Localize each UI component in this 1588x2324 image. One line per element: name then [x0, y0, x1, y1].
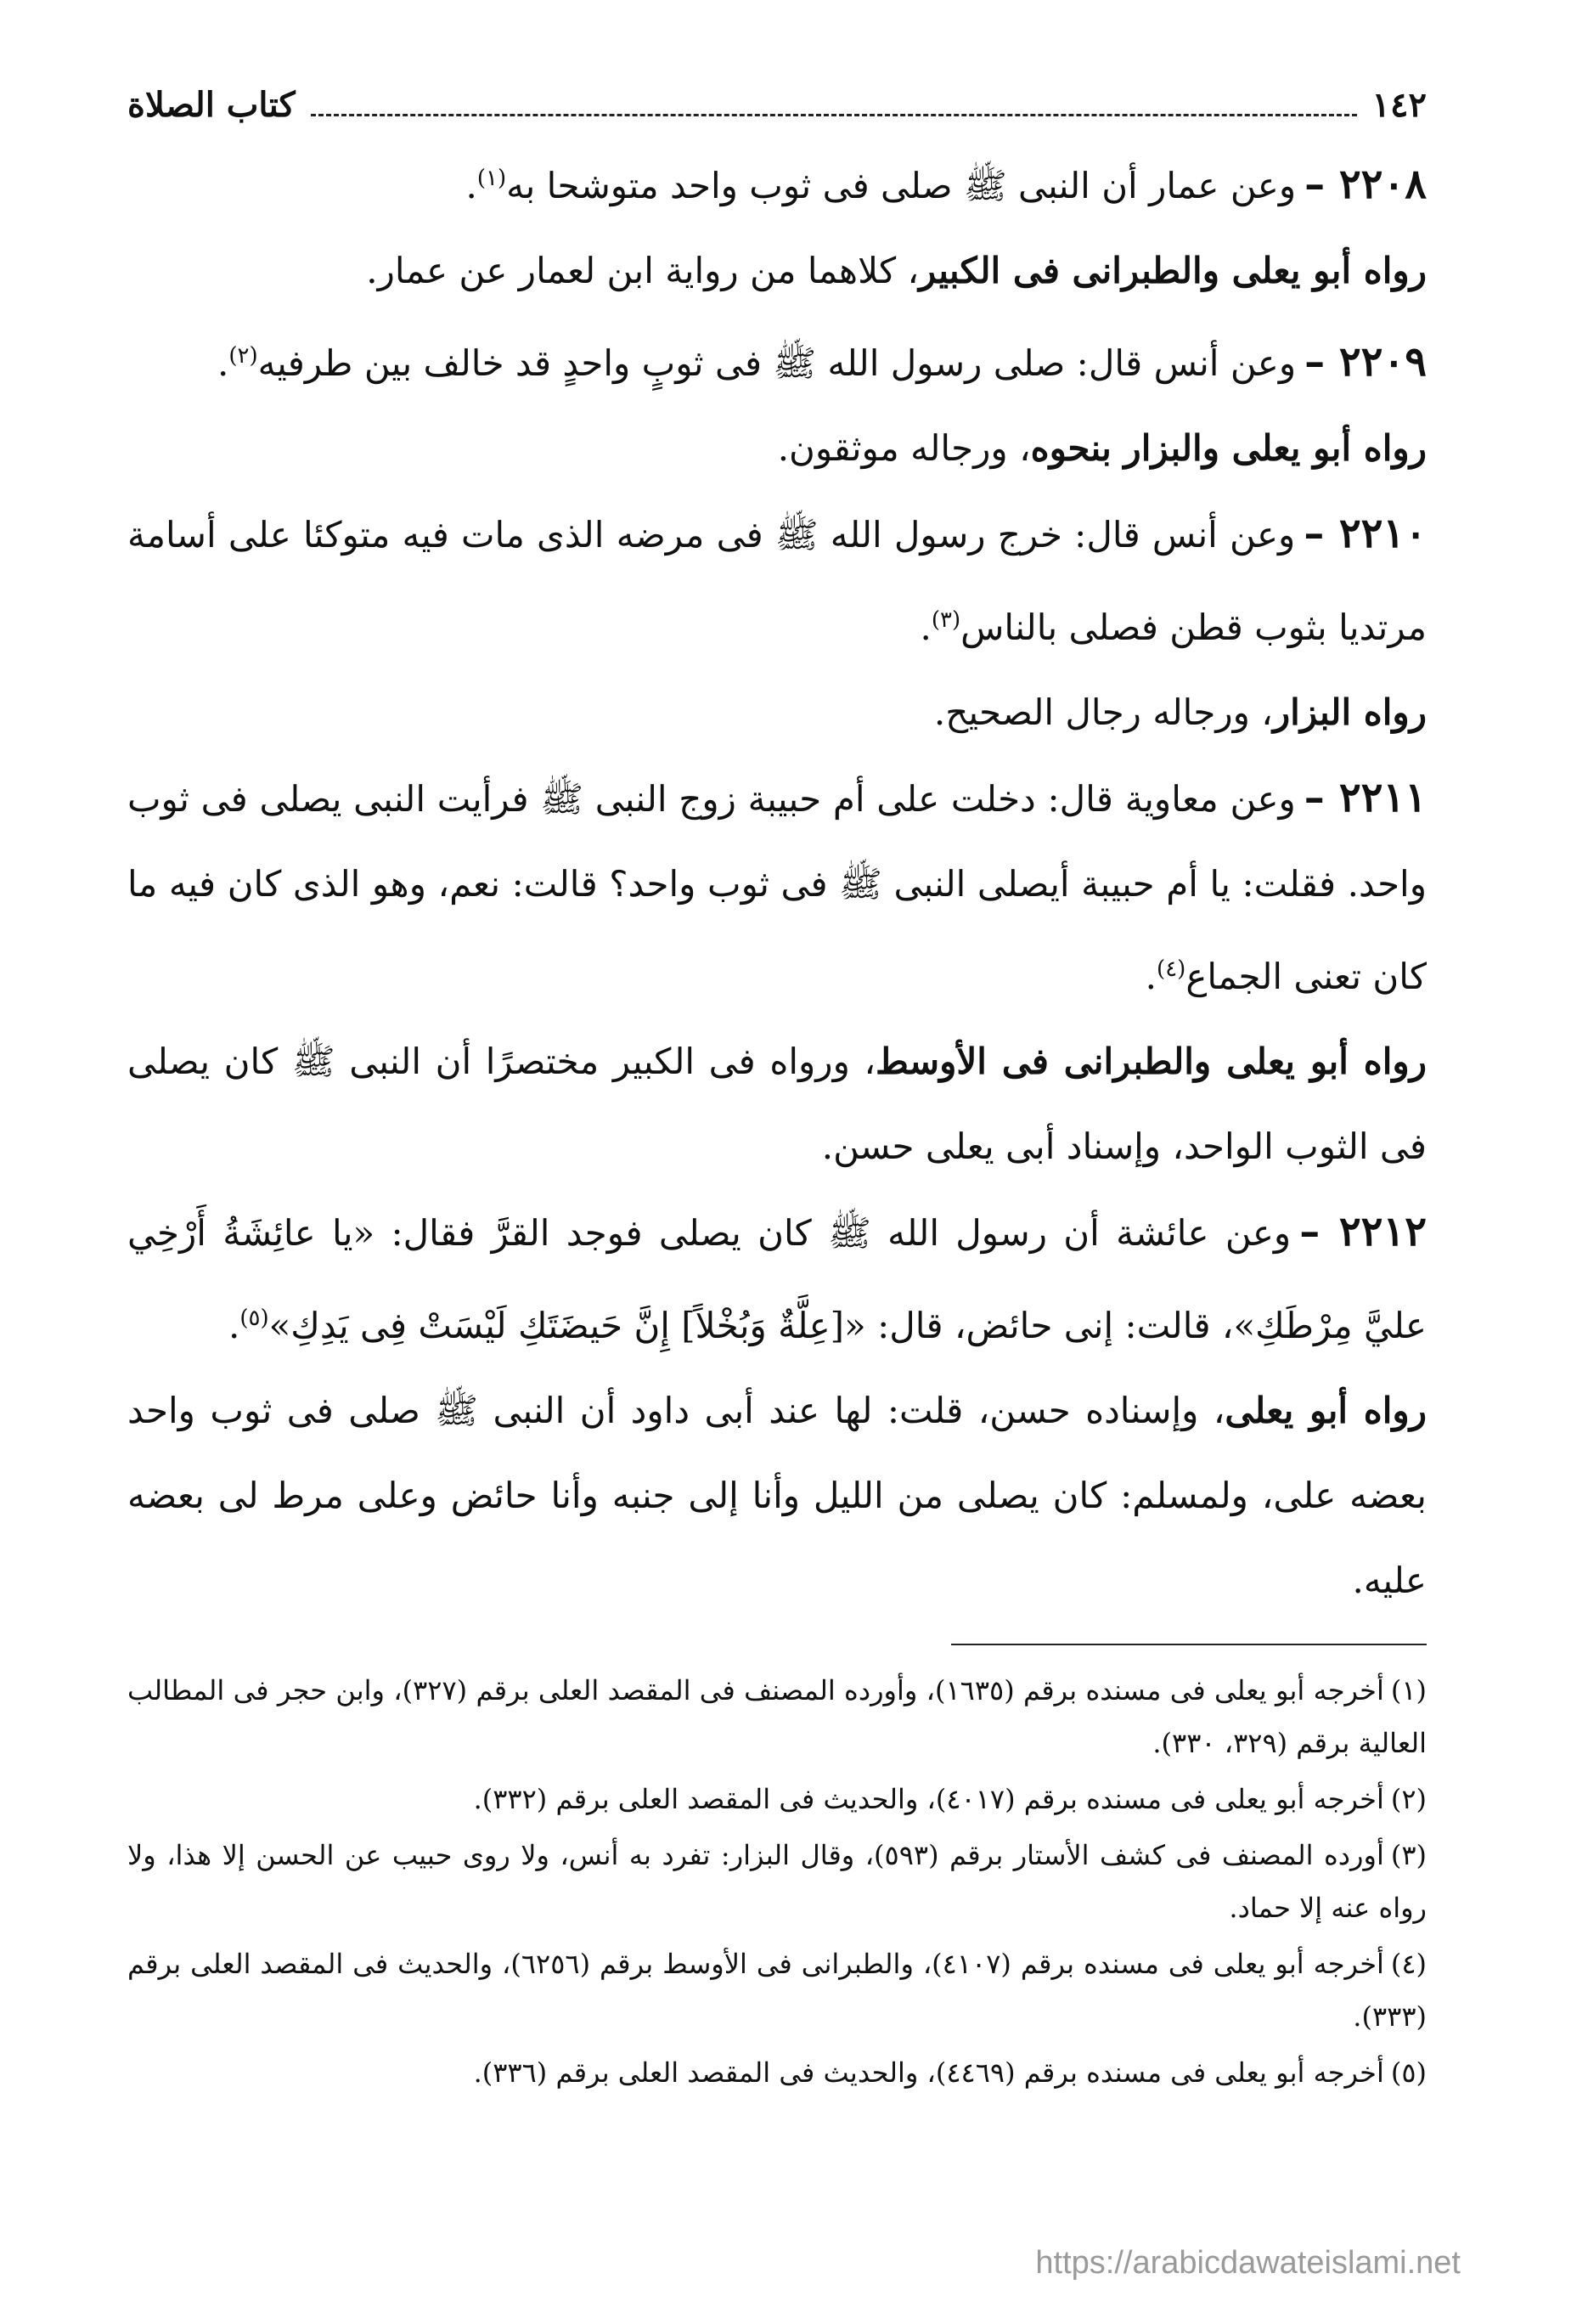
main-text: [127, 136, 1427, 1623]
footnote-text: أخرجه أبو يعلى فى مسنده برقم (١٦٣٥)، وأورده المصنف فى المقصد العلى برقم (٣٢٧)، وابن حجر فى المطالب العالية برقم (٣٢٩، ٣٣٠).: [127, 1674, 1427, 1759]
hadith-text: وعن عمار أن النبى ﷺ صلى فى ثوب واحد متوشحا به: [506, 165, 1297, 206]
footnote-text: أخرجه أبو يعلى فى مسنده برقم (٤٤٦٩)، والحديث فى المقصد العلى برقم (٣٣٦).: [473, 2056, 1384, 2089]
source-2212: [127, 1368, 1427, 1623]
hadith-text: وعن أنس قال: صلى رسول الله ﷺ فى ثوبٍ واحدٍ قد خالف بين طرفيه: [257, 342, 1297, 384]
page-number: ١٤٢: [1371, 85, 1427, 125]
hadith-number: ٢٢١١ –: [1304, 774, 1427, 821]
hadith-2210: ٢٢١٠ –وعن أنس قال: خرج رسول الله ﷺ فى مرضه الذى مات فيه متوكئا على أسامة مرتديا بثوب قطن فصلى بالناس$^{(٣)}$.: [127, 510, 1427, 648]
hadith-2211: ٢٢١١ –وعن معاوية قال: دخلت على أم حبيبة زوج النبى ﷺ فرأيت النبى يصلى فى ثوب واحد. فقلت: يا أم حبيبة أيصلى النبى ﷺ فى ثوب واحد؟ قالت: نعم، وهو الذى كان فيه ما كان تعنى الجماع$^{(٤)}$.: [127, 774, 1427, 997]
source-note: ، كلاهما من رواية ابن لعمار عن عمار.: [366, 250, 920, 291]
source-narrators: رواه أبو يعلى: [1225, 1390, 1427, 1431]
source-narrators: رواه أبو يعلى والبزار بنحوه: [1030, 427, 1427, 469]
footnote-4: [127, 1938, 1427, 2043]
hadith-number: ٢٢١٢ –: [1299, 1208, 1427, 1255]
hadith-number: ٢٢٠٩ –: [1304, 338, 1427, 386]
footnote-mark: (٣): [1390, 1839, 1428, 1871]
hadith-text: وعن أنس قال: خرج رسول الله ﷺ فى مرضه الذى مات فيه متوكئا على أسامة مرتديا بثوب قطن فصلى بالناس: [127, 514, 1427, 648]
source-narrators: رواه البزار: [1272, 691, 1427, 733]
footnote-3: [127, 1829, 1427, 1934]
hadith-text: وعن معاوية قال: دخلت على أم حبيبة زوج النبى ﷺ فرأيت النبى يصلى فى ثوب واحد. فقلت: يا أم حبيبة أيصلى النبى ﷺ فى ثوب واحد؟ قالت: نعم، وهو الذى كان فيه ما كان تعنى الجماع: [127, 778, 1427, 997]
source-narrators: رواه أبو يعلى والطبرانى فى الكبير: [919, 250, 1427, 291]
footnote-ref: (٢): [228, 343, 258, 369]
source-note: ، وإسناده حسن، قلت: لها عند أبى داود أن النبى ﷺ صلى فى ثوب واحد بعضه على، ولمسلم: كان يصلى من الليل وأنا إلى جنبه وأنا حائض وعلى مرط لى بعضه عليه.: [127, 1390, 1427, 1601]
source-note: ، ورجاله موثقون.: [777, 427, 1031, 469]
footnote-divider: [951, 1644, 1427, 1645]
footnote-mark: (١): [1390, 1674, 1428, 1706]
source-2211: [127, 1019, 1427, 1189]
footnote-text: أورده المصنف فى كشف الأستار برقم (٥٩٣)، وقال البزار: تفرد به أنس، ولا روى حبيب عن الحسن إلا هذا، ولا رواه عنه إلا حماد.: [127, 1839, 1427, 1924]
watermark-url: https://arabicdawateislami.net: [1035, 2245, 1461, 2281]
hadith-number: ٢٢١٠ –: [1304, 510, 1427, 557]
source-narrators: رواه أبو يعلى والطبرانى فى الأوسط: [876, 1041, 1427, 1082]
source-2209: [127, 406, 1427, 491]
hadith-2212: ٢٢١٢ –وعن عائشة أن رسول الله ﷺ كان يصلى فوجد القرَّ فقال: «يا عائِشَةُ أَرْخِي عليَّ مِرْطَكِ»، قالت: إنى حائض، قال: «[عِلَّةٌ وَبُخْلاً] إِنَّ حَيضَتَكِ لَيْسَتْ فِى يَدِكِ»$^{(٥)}$.: [127, 1208, 1427, 1346]
footnote-5: [127, 2046, 1427, 2099]
footnote-ref: (١): [476, 166, 507, 191]
page: [127, 85, 1427, 2259]
footnote-2: [127, 1773, 1427, 1825]
footnote-1: [127, 1664, 1427, 1769]
source-2208: [127, 228, 1427, 313]
hadith-number: ٢٢٠٨ –: [1304, 161, 1427, 208]
footnotes: [127, 1664, 1427, 2099]
running-head: [127, 85, 1427, 136]
source-2210: [127, 670, 1427, 755]
source-note: ، ورجاله رجال الصحيح.: [933, 691, 1273, 733]
footnote-mark: (٥): [1390, 2056, 1427, 2089]
footnote-mark: (٢): [1390, 1783, 1427, 1815]
footnote-text: أخرجه أبو يعلى فى مسنده برقم (٤١٠٧)، والطبرانى فى الأوسط برقم (٦٢٥٦)، والحديث فى المقصد العلى برقم (٣٣٣).: [127, 1948, 1427, 2033]
footnote-ref: (٤): [1157, 956, 1186, 982]
hadith-2209: ٢٢٠٩ –وعن أنس قال: صلى رسول الله ﷺ فى ثوبٍ واحدٍ قد خالف بين طرفيه$^{(٢)}$.: [217, 338, 1427, 386]
footnote-mark: (٤): [1390, 1948, 1428, 1980]
hadith-text: وعن عائشة أن رسول الله ﷺ كان يصلى فوجد القرَّ فقال: «يا عائِشَةُ أَرْخِي عليَّ مِرْطَكِ»، قالت: إنى حائض، قال: «[عِلَّةٌ وَبُخْلاً] إِنَّ حَيضَتَكِ لَيْسَتْ فِى يَدِكِ»: [127, 1212, 1427, 1346]
hadith-2208: ٢٢٠٨ –وعن عمار أن النبى ﷺ صلى فى ثوب واحد متوشحا به$^{(١)}$.: [465, 161, 1427, 208]
footnote-ref: (٥): [239, 1306, 269, 1331]
footnote-ref: (٣): [931, 607, 961, 633]
footnote-text: أخرجه أبو يعلى فى مسنده برقم (٤٠١٧)، والحديث فى المقصد العلى برقم (٣٣٢).: [473, 1783, 1384, 1815]
header-rule: [311, 92, 1357, 116]
book-title: كتاب الصلاة: [127, 85, 296, 125]
source-note: ، ورواه فى الكبير مختصرًا أن النبى ﷺ كان يصلى فى الثوب الواحد، وإسناد أبى يعلى حسن.: [127, 1041, 1427, 1167]
